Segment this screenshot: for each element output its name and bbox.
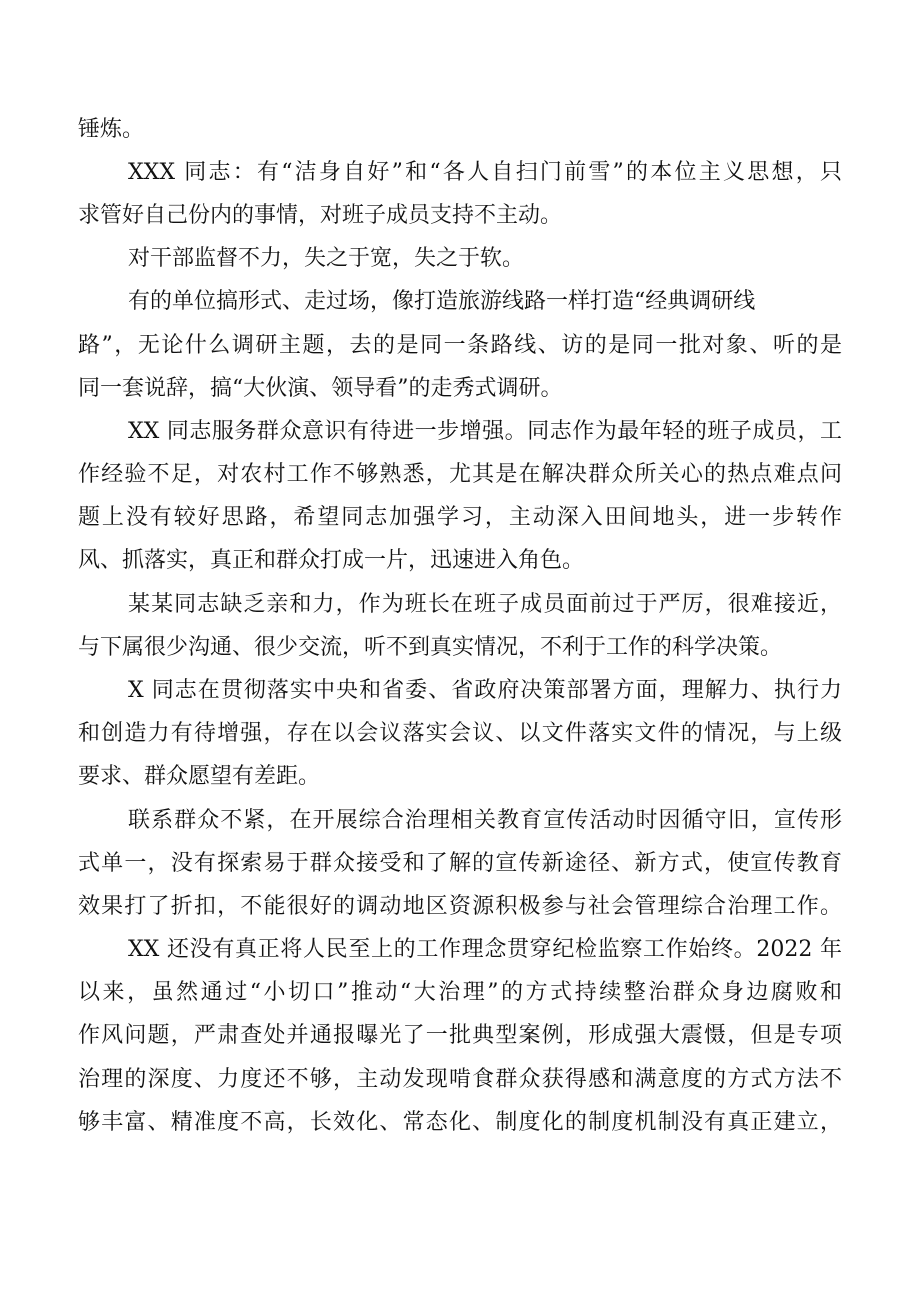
text-line: 联系群众不紧，在开展综合治理相关教育宣传活动时因循守旧，宣传形 [128, 808, 842, 833]
text-line: 和创造力有待增强，存在以会议落实会议、以文件落实文件的情况，与上级 [78, 721, 842, 746]
text-line: 以来，虽然通过“小切口”推动“大治理”的方式持续整治群众身边腐败和 [78, 980, 842, 1005]
text-line: 对干部监督不力，失之于宽，失之于软。 [128, 246, 525, 271]
text-line: XX 还没有真正将人民至上的工作理念贯穿纪检监察工作始终。2022 年 [128, 937, 842, 962]
text-line: 作经验不足，对农村工作不够熟悉，尤其是在解决群众所关心的热点难点问 [78, 462, 842, 487]
text-line: X 同志在贯彻落实中央和省委、省政府决策部署方面，理解力、执行力 [128, 678, 842, 703]
text-line: 某某同志缺乏亲和力，作为班长在班子成员面前过于严厉，很难接近， [128, 592, 842, 617]
text-line: 治理的深度、力度还不够，主动发现啃食群众获得感和满意度的方式方法不 [78, 1067, 842, 1092]
text-line: 与下属很少沟通、很少交流，听不到真实情况，不利于工作的科学决策。 [78, 635, 783, 660]
text-line: 题上没有较好思路，希望同志加强学习，主动深入田间地头，进一步转作 [78, 505, 842, 530]
text-line: XX 同志服务群众意识有待进一步增强。同志作为最年轻的班子成员，工 [128, 419, 842, 444]
text-line: 求管好自己份内的事情，对班子成员支持不主动。 [78, 203, 563, 228]
text-line: 作风问题，严肃查处并通报曝光了一批典型案例，形成强大震慑，但是专项 [78, 1023, 842, 1048]
text-line: 锤炼。 [78, 117, 145, 142]
text-line: 够丰富、精准度不高，长效化、常态化、制度化的制度机制没有真正建立， [78, 1110, 842, 1135]
text-line: 式单一，没有探索易于群众接受和了解的宣传新途径、新方式，使宣传教育 [78, 851, 842, 876]
text-line: 路”，无论什么调研主题，去的是同一条路线、访的是同一批对象、听的是 [78, 333, 842, 358]
text-line: XXX 同志：有“洁身自好”和“各人自扫门前雪”的本位主义思想，只 [128, 160, 842, 185]
text-line: 效果打了折扣，不能很好的调动地区资源积极参与社会管理综合治理工作。 [78, 894, 842, 919]
text-line: 有的单位搞形式、走过场，像打造旅游线路一样打造“经典调研线 [128, 289, 756, 314]
text-line: 要求、群众愿望有差距。 [78, 764, 321, 789]
text-line: 风、抓落实，真正和群众打成一片，迅速进入角色。 [78, 548, 585, 573]
text-line: 同一套说辞，搞“大伙演、领导看”的走秀式调研。 [78, 376, 563, 401]
